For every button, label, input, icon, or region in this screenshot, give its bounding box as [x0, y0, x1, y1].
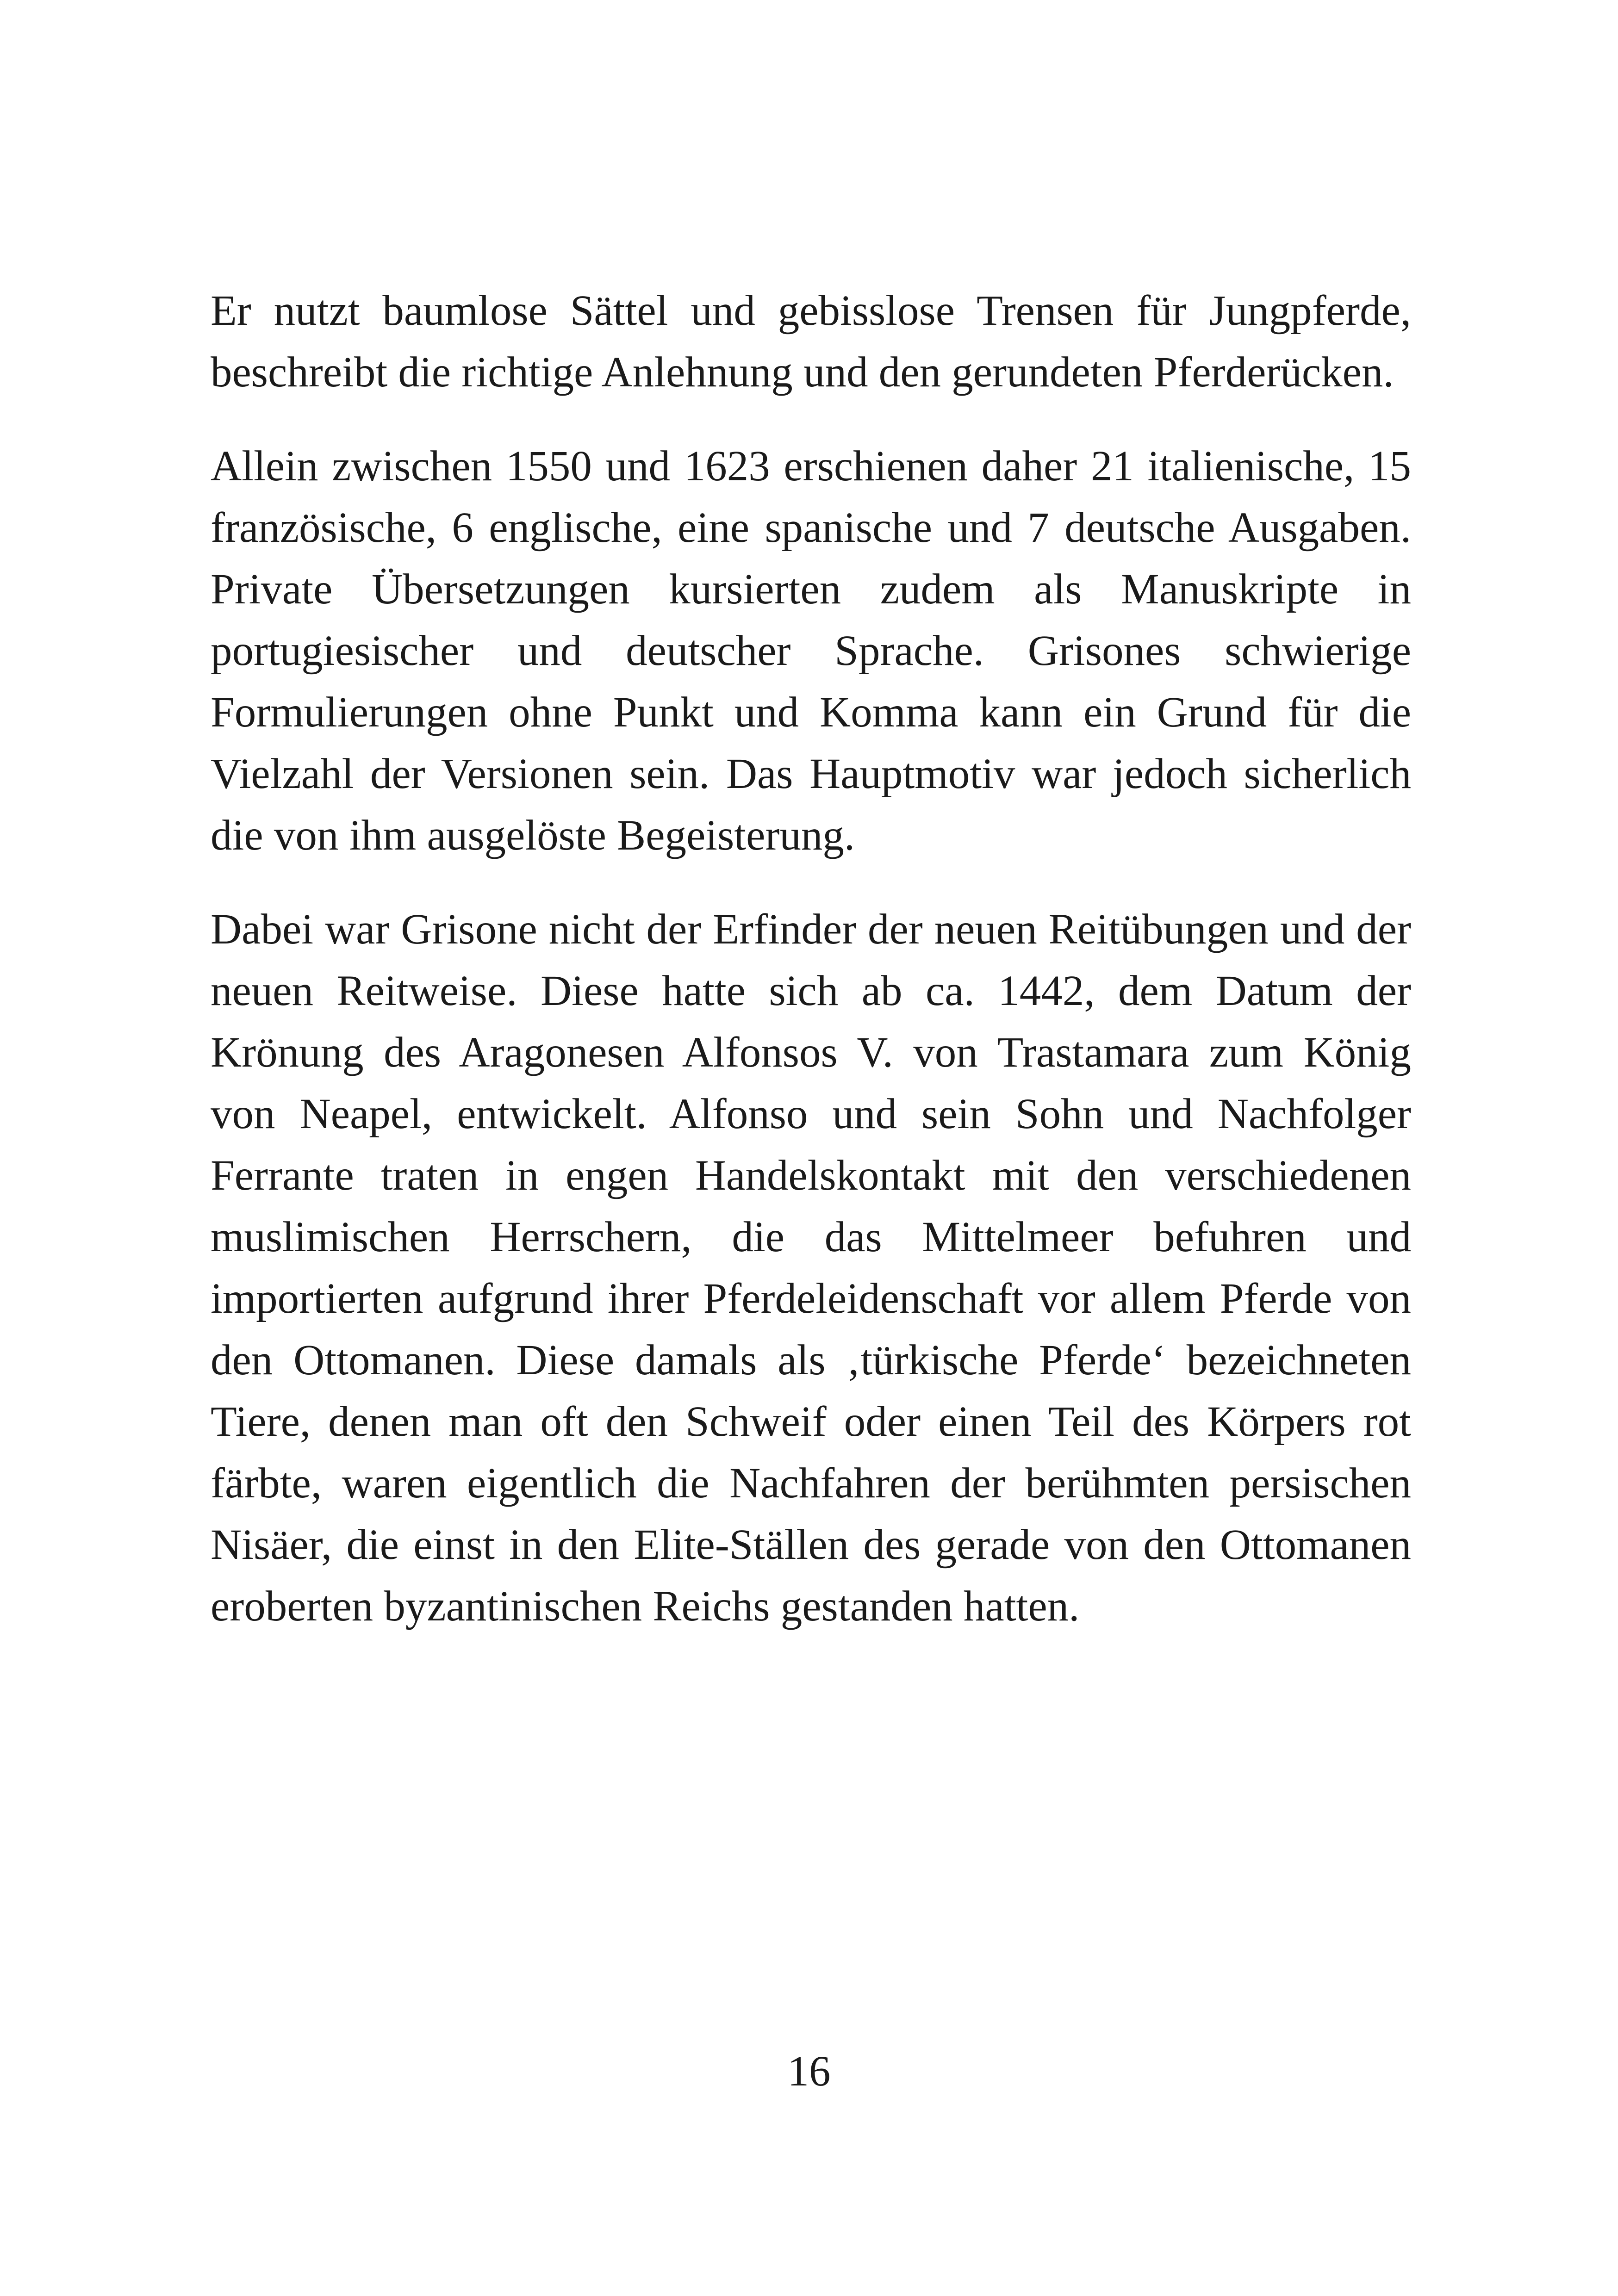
body-text	[211, 280, 1411, 1669]
paragraph-2: Allein zwischen 1550 und 1623 erschienen daher 21 italienische, 15 französische, 6 englische, eine spanische und 7 deutsche Ausgaben. Private Übersetzungen kursierten zudem als Manuskripte in portugiesischer und deutscher Sprache. Grisones schwierige Formulierungen ohne Punkt und Komma kann ein Grund für die Vielzahl der Versionen sein. Das Hauptmotiv war jedoch sicherlich die von ihm ausgelöste Begeisterung.	[211, 442, 1411, 859]
paragraph-1: Er nutzt baumlose Sättel und gebisslose Trensen für Jungpferde, beschreibt die richtige Anlehnung und den gerundeten Pferderücken.	[211, 287, 1411, 396]
paragraph-3: Dabei war Grisone nicht der Erfinder der neuen Reitübungen und der neuen Reitweise. Diese hatte sich ab ca. 1442, dem Datum der Krönung des Aragonesen Alfonsos V. von Trastamara zum König von Neapel, entwickelt. Alfonso und sein Sohn und Nachfolger Ferrante traten in engen Handelskontakt mit den verschiedenen muslimischen Herrschern, die das Mittelmeer befuhren und importierten aufgrund ihrer Pferdeleidenschaft vor allem Pferde von den Ottomanen. Diese damals als ‚türkische Pferde‘ bezeichneten Tiere, denen man oft den Schweif oder einen Teil des Körpers rot färbte, waren eigentlich die Nachfahren der berühmten persischen Nisäer, die einst in den Elite-Ställen des gerade von den Ottomanen eroberten byzantinischen Reichs gestanden hatten.	[211, 906, 1411, 1630]
page-number: 16	[787, 2048, 831, 2095]
